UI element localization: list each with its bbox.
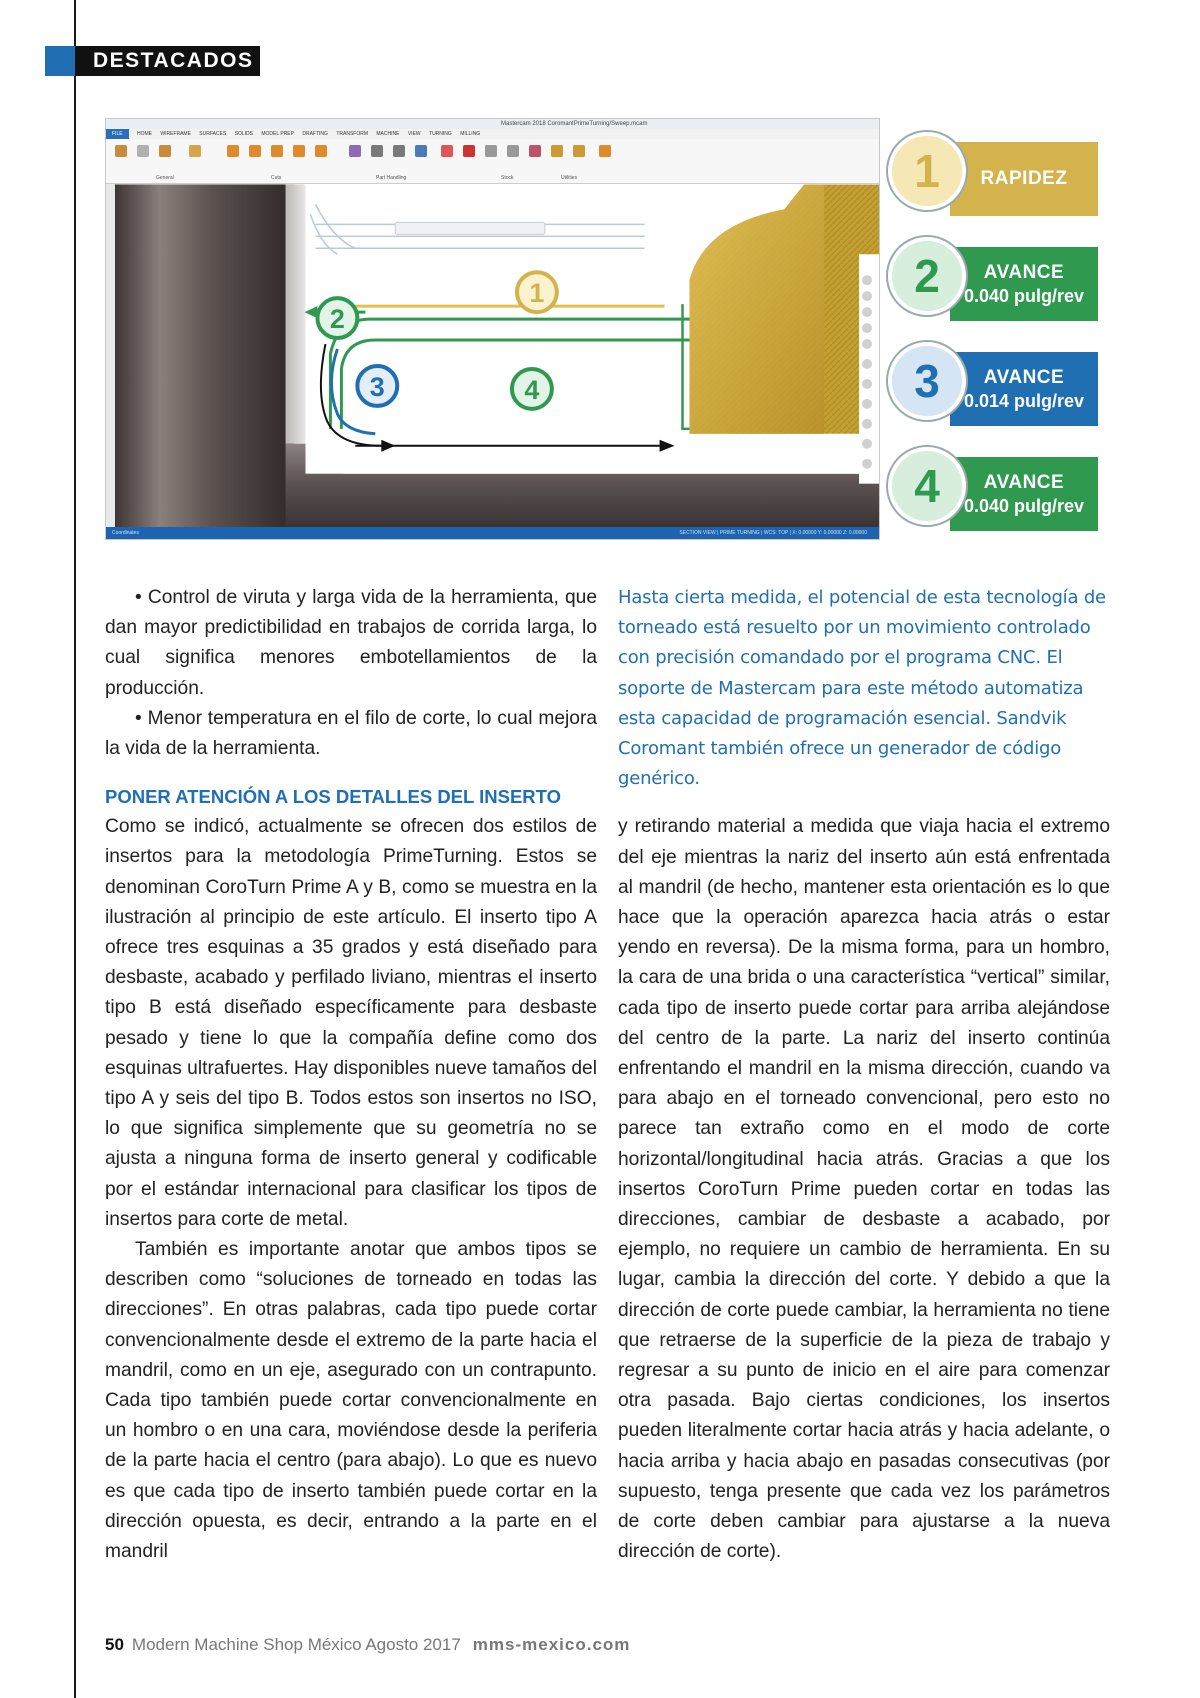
shoulder-face: [286, 184, 306, 443]
ribbon-tool[interactable]: [290, 145, 308, 159]
page-footer: [105, 1635, 630, 1655]
menu-item[interactable]: HOME: [136, 131, 152, 137]
legend-bar: [950, 457, 1098, 531]
body-paragraph: y retirando material a medida que viaja hacia el extremo del eje mientras la nariz del inserto aún está enfrentada al mandril (de hecho, mantener esta orientación es lo que hace que la operación aparezca hacia atrás o estar yendo en reversa). De la misma forma, para un hombro, la cara de una brida o una característica “vertical” similar, cada tipo de inserto puede cortar para arriba alejándose del centro de la parte. La nariz del inserto continúa enfrentando el mandril en la misma dirección, cuando va para abajo en el torneado convencional, pero esto no parece tan extraño como en el modo de corte horizontal/longitudinal hacia atrás. Gracias a que los insertos CoroTurn Prime pueden cortar en todas las direcciones, cambiar de desbaste a acabado, por ejemplo, no requiere un cambio de herramienta. En su lugar, cambia la dirección del corte. Y debido a que la dirección de corte puede cambiar, la herramienta no tiene que retraerse de la superficie de la pieza de trabajo y regresar a su punto de inicio en el aire para comenzar otra pasada. Bajo ciertas condiciones, los insertos pueden literalmente cortar hacia atrás y hacia adelante, o hacia arriba y hacia abajo en pasadas consecutivas (por supuesto, tenga presente que cada vez los parámetros de corte deben cambiar para ajustarse a la nueva dirección de corte).: [618, 816, 1110, 1563]
ribbon-tool[interactable]: [570, 145, 588, 159]
ribbon-tool[interactable]: [368, 145, 386, 159]
ribbon-tool[interactable]: [246, 145, 264, 159]
ribbon-tool[interactable]: [268, 145, 286, 159]
menu-item[interactable]: MILLING: [460, 131, 481, 137]
menu-item[interactable]: SURFACES: [199, 131, 227, 137]
page-number: 50: [105, 1635, 124, 1654]
ribbon-tool[interactable]: [390, 145, 408, 159]
ribbon-group-label: Cuts: [271, 175, 282, 181]
ribbon-tool[interactable]: [438, 145, 456, 159]
legend-bar: [950, 352, 1098, 426]
legend-badge: 1: [888, 132, 966, 210]
svg-text:4: 4: [524, 374, 540, 405]
legend-value: 0.014 pulg/rev: [963, 390, 1085, 411]
menu-item[interactable]: MODEL PREP: [261, 131, 294, 137]
svg-text:2: 2: [329, 304, 345, 335]
legend-badge: 4: [888, 447, 966, 525]
legend-bar: [950, 247, 1098, 321]
legend-label: AVANCE: [983, 366, 1065, 388]
section-label: DESTACADOS: [93, 49, 254, 72]
ribbon-group-label: Stock: [501, 175, 514, 181]
ribbon-tool[interactable]: [482, 145, 500, 159]
menu-item[interactable]: SOLIDS: [234, 131, 253, 137]
chuck-body: [115, 184, 295, 528]
ribbon-tool[interactable]: [460, 145, 478, 159]
path-label-1: [517, 272, 557, 312]
svg-text:1: 1: [529, 278, 545, 309]
pull-quote: Hasta cierta medida, el potencial de esta tecnología de torneado está resuelto por un movimiento controlado con precisión comandado por el programa CNC. El soporte de Mastercam para este método automatiza esta capacidad de programación esencial. Sandvik Coromant también ofrece un generador de código genérico.: [618, 587, 1106, 790]
body-paragraph: Como se indicó, actualmente se ofrecen dos estilos de insertos para la metodología PrimeTurning. Estos se denominan CoroTurn Prime A y B, como se muestra en la ilustración al principio de este artículo. El inserto tipo A ofrece tres esquinas a 35 grados y está diseñado para desbaste, acabado y perfilado liviano, mientras el inserto tipo B está diseñado específicamente para desbaste pesado y tiene lo que la compañía define como dos esquinas ultrafuertes. Hay disponibles nueve tamaños del tipo A y seis del tipo B. Todos estos son insertos no ISO, lo que significa simplemente que su geometría no se ajusta a ninguna forma de inserto general y codificable por el estándar internacional para clasificar los tipos de insertos para corte de metal.: [105, 816, 597, 1230]
path-label-3: [357, 366, 397, 406]
legend-label: RAPIDEZ: [980, 168, 1068, 189]
ribbon-toolbar: [106, 139, 879, 184]
ribbon-tool[interactable]: [112, 145, 130, 159]
menu-item[interactable]: DRAFTING: [302, 131, 328, 137]
legend-badge: 2: [888, 237, 966, 315]
path-label-4: [512, 369, 552, 409]
menu-item[interactable]: TRANSFORM: [336, 131, 368, 137]
ribbon-tool[interactable]: [596, 145, 614, 159]
menu-item[interactable]: TURNING: [429, 131, 452, 137]
bullet-paragraph: • Menor temperatura en el filo de corte, lo cual mejora la vida de la herramienta.: [105, 707, 597, 760]
status-left: Coordinates: [112, 530, 139, 536]
ribbon-tool[interactable]: [412, 145, 430, 159]
ribbon-tool[interactable]: [312, 145, 330, 159]
left-column: [105, 583, 597, 1567]
section-heading: PONER ATENCIÓN A LOS DETALLES DEL INSERTO: [105, 786, 562, 808]
legend-label: AVANCE: [983, 471, 1065, 493]
ribbon-tool[interactable]: [156, 145, 174, 159]
legend-badge: 3: [888, 342, 966, 420]
ribbon-tool[interactable]: [346, 145, 364, 159]
body-paragraph: También es importante anotar que ambos tipos se describen como “soluciones de torneado en todas las direcciones”. En otras palabras, cada tipo puede cortar convencionalmente desde el extremo de la parte hacia el mandril, como en un eje, asegurado con un contrapunto. Cada tipo también puede cortar convencionalmente en un hombro o en una cara, moviéndose desde la periferia de la parte hacia el centro (para abajo). Lo que es nuevo es que cada tipo de inserto también puede cortar en la dirección opuesta, es decir, entrando a la parte en el mandril: [105, 1239, 597, 1563]
page-margin-rule: [74, 0, 76, 1698]
legend-bar: [950, 142, 1098, 216]
ribbon-tool[interactable]: [526, 145, 544, 159]
mastercam-screenshot: [105, 118, 880, 540]
toolpath-viewport: [106, 184, 879, 529]
menu-bar: [106, 129, 879, 139]
legend-value: 0.040 pulg/rev: [963, 285, 1085, 306]
legend-value: 0.040 pulg/rev: [963, 495, 1085, 516]
status-readout: SECTION VIEW | PRIME TURNING | WCS: TOP | X: 0.00000 Y: 0.00000 Z: 0.00000: [679, 530, 867, 536]
ribbon-tool[interactable]: [548, 145, 566, 159]
right-column: [618, 583, 1110, 1568]
site-url[interactable]: mms-mexico.com: [472, 1635, 631, 1654]
svg-text:3: 3: [369, 371, 385, 402]
ribbon-tool[interactable]: [186, 145, 204, 159]
ribbon-tool[interactable]: [134, 145, 152, 159]
publication-name: Modern Machine Shop México Agosto 2017: [131, 1635, 461, 1654]
menu-item[interactable]: VIEW: [407, 131, 421, 137]
window-title: Mastercam 2018 CoromantPrimeTurning/Sweep.mcam: [501, 121, 648, 127]
ribbon-tool[interactable]: [504, 145, 522, 159]
ribbon-group-label: General: [156, 175, 174, 181]
status-bar: [106, 527, 879, 539]
ribbon-tool[interactable]: [224, 145, 242, 159]
legend-label: AVANCE: [983, 261, 1065, 283]
figure-primeturning-toolpath: [105, 118, 1110, 540]
section-tab: [45, 46, 260, 76]
menu-item[interactable]: WIREFRAME: [160, 131, 191, 137]
menu-file[interactable]: FILE: [106, 129, 129, 139]
window-titlebar: [106, 119, 879, 129]
ribbon-group-label: Utilities: [561, 175, 578, 181]
path-label-2: [317, 298, 357, 338]
menu-item[interactable]: MACHINE: [376, 131, 400, 137]
bullet-paragraph: • Control de viruta y larga vida de la herramienta, que dan mayor predictibilidad en trabajos de corrida larga, lo cual significa menores embotellamientos de la producción.: [105, 587, 597, 699]
ribbon-group-label: Part Handling: [376, 175, 407, 181]
